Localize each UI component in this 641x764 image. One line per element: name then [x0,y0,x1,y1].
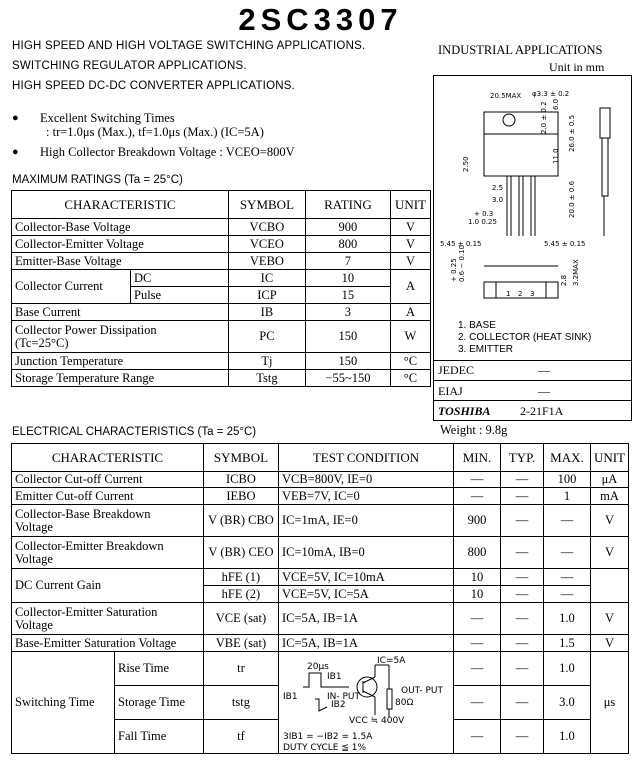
table-row: Emitter-Base Voltage VEBO 7 V [12,253,431,270]
table-row: Base-Emitter Saturation Voltage VBE (sat) IC=5A, IB=1A — — 1.5 V [12,635,629,652]
max-ratings-table [11,190,431,387]
pkg-dim: 26.0 ± 0.5 [568,114,576,152]
table-row: Base Current IB 3 A [12,304,431,321]
max-ratings-title: MAXIMUM RATINGS (Ta = 25°C) [12,174,183,186]
pin-number: 3 [530,290,535,298]
table-row: Switching Time Rise Time tr 20μs IB1 IB1 IB2 IN- PUT OUT- PUT IC=5A 80Ω VCC ≒ 400V 3IB1 = −IB2 = 1.5A DUTY CYCLE ≦ 1% — — 1.0 μs [12,652,629,686]
jedec-row: JEDEC — [434,360,631,381]
table-row: Collector-Base Breakdown Voltage V (BR) CBO IC=1mA, IE=0 900 — — V [12,505,629,537]
pin-label-collector: 2. COLLECTOR (HEAT SINK) [458,332,592,343]
feature-1-detail: : tr=1.0μs (Max.), tf=1.0μs (Max.) (IC=5A) [46,125,264,139]
table-row: Collector Current DC IC 10 A [12,270,431,287]
table-row: Collector Cut-off Current ICBO VCB=800V, IE=0 — — 100 μA [12,472,629,488]
table-row: hFE (2) VCE=5V, IC=5A 10 — — [12,586,629,603]
pkg-dim: 2.5 [492,184,504,192]
table-row: Pulse ICP 15 [12,287,431,304]
col-characteristic: CHARACTERISTIC [12,444,204,472]
pkg-dim: 5.45 ± 0.15 [440,240,482,248]
svg-text:IB2: IB2 [330,699,346,710]
pkg-dim: + 0.3 [474,210,494,218]
table-row: Collector-Base Voltage VCBO 900 V [12,219,431,236]
pkg-dim: 6.0 [552,98,560,110]
table-row: Collector-Emitter Voltage VCEO 800 V [12,236,431,253]
table-row: Junction Temperature Tj 150 °C [12,353,431,370]
weight-label: Weight : 9.8g [440,423,508,437]
pkg-dim: 20.0 ± 0.6 [568,180,576,218]
electrical-title: ELECTRICAL CHARACTERISTICS (Ta = 25°C) [12,426,257,438]
svg-text:3IB1 = −IB2 = 1.5A: 3IB1 = −IB2 = 1.5A [282,731,373,742]
test-circuit-diagram [279,653,447,753]
svg-text:IC=5A: IC=5A [376,655,406,666]
package-outline-drawing [434,76,631,346]
feature-1-title: Excellent Switching Times [40,111,175,125]
switching-test-circuit [278,652,453,754]
eiaj-row: EIAJ — [434,380,631,401]
col-symbol: SYMBOL [228,191,305,219]
pkg-dim: 20.5MAX [490,92,522,100]
col-symbol: SYMBOL [203,444,278,472]
col-characteristic: CHARACTERISTIC [12,191,229,219]
application-line-3: HIGH SPEED DC-DC CONVERTER APPLICATIONS. [12,80,295,92]
col-test-condition: TEST CONDITION [278,444,453,472]
svg-text:OUT- PUT: OUT- PUT [400,685,443,696]
unit-label: Unit in mm [549,60,605,74]
svg-text:20μs: 20μs [306,661,329,672]
pkg-dim: 2.0 ± 0.2 [540,101,548,134]
toshiba-row: TOSHIBA 2-21F1A [434,400,631,420]
table-row: Storage Time tstg — — 3.0 [12,686,629,720]
pkg-dim: 5.45 ± 0.15 [544,240,586,248]
pkg-dim: 2.50 [462,156,470,172]
pkg-dim: 0.6 − 0.10 [458,244,466,282]
svg-text:80Ω: 80Ω [394,697,414,708]
pkg-dim: 3.0 [492,196,504,204]
table-row: DC Current Gain hFE (1) VCE=5V, IC=10mA 10 — — [12,569,629,586]
pkg-dim: 1.0 0.25 [468,218,497,226]
svg-text:DUTY CYCLE ≦ 1%: DUTY CYCLE ≦ 1% [282,742,366,753]
part-number-title: 2SC3307 [238,2,403,37]
feature-2: High Collector Breakdown Voltage : VCEO=800V [40,145,295,159]
col-unit: UNIT [390,191,430,219]
svg-text:IB1: IB1 [282,691,298,702]
application-line-1: HIGH SPEED AND HIGH VOLTAGE SWITCHING APPLICATIONS. [12,40,366,52]
application-line-2: SWITCHING REGULATOR APPLICATIONS. [12,60,247,72]
pkg-dim: 2.8 [560,274,568,286]
pkg-dim: + 0.25 [450,258,458,282]
package-box [433,75,632,421]
pin-label-emitter: 3. EMITTER [458,344,514,355]
pin-label-base: 1. BASE [458,320,496,331]
table-row: Collector-Emitter Saturation Voltage VCE (sat) IC=5A, IB=1A — — 1.0 V [12,603,629,635]
col-typ: TYP. [500,444,543,472]
electrical-table [11,443,629,754]
bullet-icon: ● [12,146,19,158]
col-max: MAX. [543,444,590,472]
bullet-icon: ● [12,112,19,124]
svg-text:IN- PUT: IN- PUT [326,691,360,702]
svg-text:VCC ≒ 400V: VCC ≒ 400V [348,715,405,726]
col-min: MIN. [453,444,500,472]
pkg-dim: 3.2MAX [572,259,580,286]
table-row: Collector Power Dissipation (Tc=25°C) PC 150 W [12,321,431,353]
pkg-dim: 11.0 [552,148,560,164]
table-row: Storage Temperature Range Tstg −55~150 °C [12,370,431,387]
table-row: Collector-Emitter Breakdown Voltage V (BR) CEO IC=10mA, IB=0 800 — — V [12,537,629,569]
package-title: INDUSTRIAL APPLICATIONS [438,43,603,57]
col-rating: RATING [305,191,390,219]
svg-text:IB1: IB1 [326,671,342,682]
pkg-dim: φ3.3 ± 0.2 [532,90,570,98]
pin-number: 2 [518,290,523,298]
table-row: Fall Time tf — — 1.0 [12,720,629,754]
pin-number: 1 [506,290,511,298]
table-row: Emitter Cut-off Current IEBO VEB=7V, IC=0 — — 1 mA [12,488,629,505]
col-unit: UNIT [590,444,628,472]
